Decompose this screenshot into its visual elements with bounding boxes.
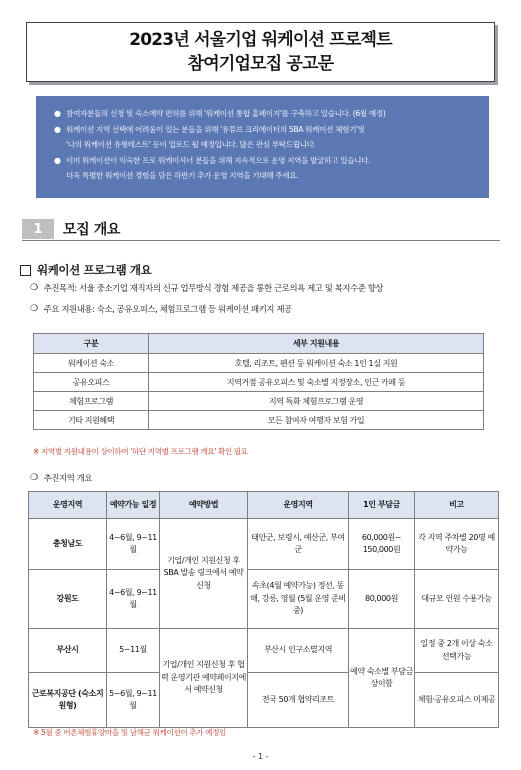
column-header: 운영지역 (248, 492, 349, 519)
page-number: - 1 - (252, 752, 269, 761)
bullet-icon: ● (54, 124, 61, 134)
title-box (26, 22, 495, 82)
remark-cell: 각 지역 주차별 20명 예약가능 (415, 519, 499, 570)
section-heading (22, 219, 120, 239)
table-row (29, 673, 499, 728)
regions-title: 추진지역 개요 (43, 473, 93, 483)
remark-cell: 대규모 인원 수용가능 (415, 570, 499, 629)
program-title: 워케이션 프로그램 개요 (37, 263, 152, 277)
cost-cell: 예약 숙소별 부담금 상이함 (349, 629, 415, 728)
table-row (34, 354, 484, 373)
purpose-text: 추진목적: 서울 중소기업 재직자의 신규 업무방식 경험 제공을 통한 근로의욕 제고 및 복지수준 향상 (43, 283, 384, 293)
circle-bullet-icon: ❍ (30, 473, 38, 483)
schedule-cell: 5~6월, 9~11월 (107, 673, 160, 728)
table-cell: 모든 참여자 여행자 보험 가입 (149, 411, 484, 430)
support-text: 주요 지원내용: 숙소, 공유오피스, 체험프로그램 등 워케이션 패키지 제공 (43, 304, 292, 314)
regions-line (30, 472, 92, 484)
notice-text-cont: '나의 워케이션 유형테스트' 등이 업로드 될 예정입니다. 많은 관심 부탁드립니다. (66, 140, 316, 150)
column-header: 비고 (415, 492, 499, 519)
table-row (29, 629, 499, 673)
table-header-row (34, 334, 484, 354)
method-cell: 기업/개인 지원신청 후 협력 운영기관 예약페이지에서 예약신청 (160, 629, 248, 728)
section-title: 모집 개요 (63, 222, 120, 238)
schedule-cell: 4~6월, 9~11월 (107, 570, 160, 629)
section-number: 1 (22, 219, 54, 239)
table-cell: 호텔, 리조트, 펜션 등 워케이션 숙소 1인 1실 지원 (149, 354, 484, 373)
area-cell: 태안군, 보령시, 예산군, 부여군 (248, 519, 349, 570)
notice-text: 참여자분들의 신청 및 숙소예약 편의를 위해 '워케이션 통합 홈페이지'를 구축하고 있습니다. (6월 예정) (66, 109, 386, 118)
table-row (34, 411, 484, 430)
support-table (33, 333, 484, 430)
support-note: ※ 지역별 지원내용이 상이하여 '하단 지역별 프로그램 개요' 확인 필요 (33, 447, 248, 456)
regions-table (28, 491, 499, 728)
circle-bullet-icon: ❍ (30, 304, 38, 314)
region-cell: 부산시 (29, 629, 107, 673)
regions-note: ※ 5월 중 어촌체험휴양마을 및 남해군 워케이션이 추가 예정임 (33, 728, 226, 737)
section-divider (22, 240, 500, 241)
table-cell: 체험프로그램 (34, 392, 149, 411)
column-header: 구분 (34, 334, 149, 354)
title-line-2: 참여기업모집 공고문 (187, 54, 334, 74)
table-cell: 기타 지원혜택 (34, 411, 149, 430)
region-cell: 근로복지공단 (숙소지원형) (29, 673, 107, 728)
notice-text: 이미 워케이션이 익숙한 프로 워케이셔너 분들을 위해 지속적으로 운영 지역을 발굴하고 있습니다. (66, 155, 371, 165)
program-heading (20, 262, 151, 278)
bullet-icon: ● (54, 109, 61, 118)
column-header: 세부 지원내용 (149, 334, 484, 354)
notice-item (54, 122, 477, 153)
table-row (34, 392, 484, 411)
notice-item (54, 153, 477, 184)
notice-item (54, 106, 477, 122)
column-header: 예약방법 (160, 492, 248, 519)
notice-box (36, 96, 489, 198)
table-cell: 워케이션 숙소 (34, 354, 149, 373)
table-row (29, 519, 499, 570)
cost-cell: 80,000원 (349, 570, 415, 629)
column-header: 운영지역 (29, 492, 107, 519)
notice-text: 워케이션 지역 선택에 어려움이 있는 분들을 위해 '유튜브 크리에이터의 SBA 워케이션 체험기'및 (66, 124, 365, 134)
remark-cell: 체험·공유오피스 미제공 (415, 673, 499, 728)
area-cell: 속초(4월 예약가능) 정선, 동해, 강릉, 영월 (5월 운영 준비중) (248, 570, 349, 629)
table-cell: 지역 특화 체험프로그램 운영 (149, 392, 484, 411)
schedule-cell: 5~11월 (107, 629, 160, 673)
support-line (30, 303, 292, 315)
purpose-line (30, 282, 383, 294)
schedule-cell: 4~6월, 9~11월 (107, 519, 160, 570)
column-header: 1인 부담금 (349, 492, 415, 519)
table-cell: 지역거점 공유오피스 및 숙소별 지정장소, 인근 카페 등 (149, 373, 484, 392)
column-header: 예약가능 일정 (107, 492, 160, 519)
area-cell: 부산시 인구소멸지역 (248, 629, 349, 673)
area-cell: 전국 50개 협약리조트 (248, 673, 349, 728)
table-cell: 공유오피스 (34, 373, 149, 392)
region-cell: 강원도 (29, 570, 107, 629)
cost-cell: 60,000원~ 150,000원 (349, 519, 415, 570)
notice-text-cont: 더욱 특별한 워케이션 경험을 담은 하반기 추가 운영 지역을 기대해 주세요. (66, 171, 299, 181)
method-cell: 기업/개인 지원신청 후 SBA 발송 링크에서 예약신청 (160, 519, 248, 629)
table-row (29, 570, 499, 629)
circle-bullet-icon: ❍ (30, 283, 38, 293)
remark-cell: 일정 중 2개 이상 숙소 선택가능 (415, 629, 499, 673)
region-cell: 충청남도 (29, 519, 107, 570)
title-line-1: 2023년 서울기업 워케이션 프로젝트 (129, 30, 392, 50)
checkbox-icon (20, 265, 31, 276)
table-row (34, 373, 484, 392)
table-header-row (29, 492, 499, 519)
bullet-icon: ● (54, 155, 61, 165)
